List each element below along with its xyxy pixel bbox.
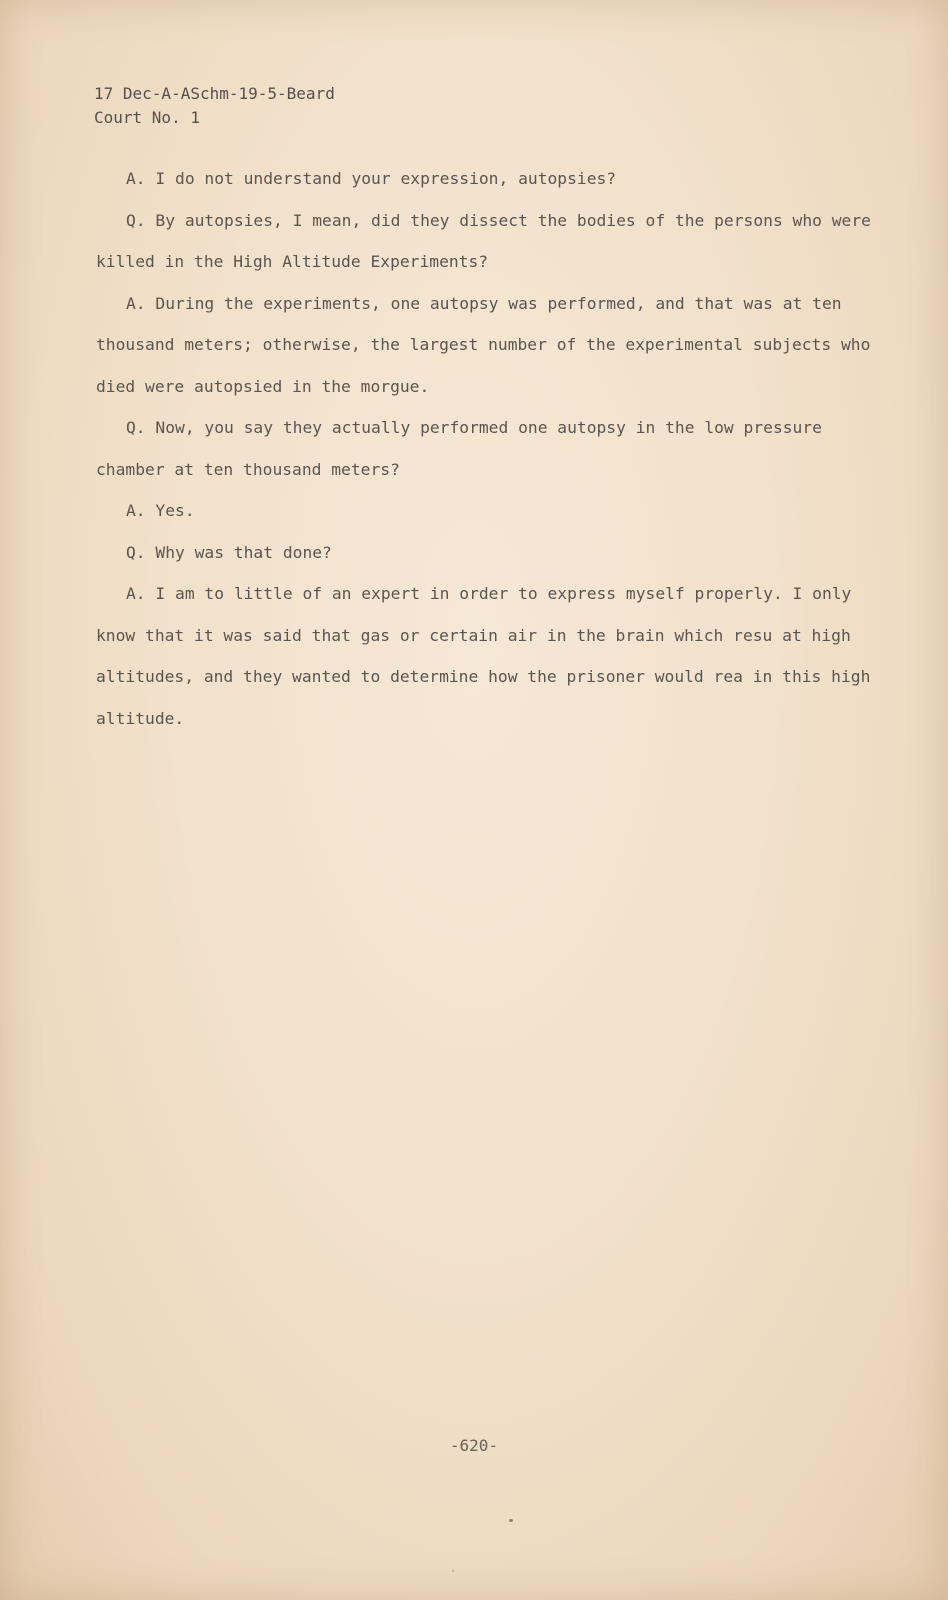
paper-speck — [509, 1519, 513, 1522]
paper-speck — [452, 1570, 454, 1572]
transcript-paragraph: A. Yes. — [126, 501, 195, 520]
document-header — [94, 82, 335, 130]
transcript-paragraph: Q. Now, you say they actually performed one autopsy in the low pressure chamber at ten thousand meters? — [96, 418, 832, 479]
transcript-paragraph: Q. By autopsies, I mean, did they dissect the bodies of the persons who were killed in the High Altitude Experiments? — [96, 210, 881, 271]
transcript-paragraph: A. I do not understand your expression, autopsies? — [126, 169, 617, 188]
page-number: -620- — [449, 1436, 499, 1455]
header-reference: 17 Dec-A-ASchm-19-5-Beard — [94, 84, 335, 103]
transcript-paragraph: Q. Why was that done? — [126, 542, 332, 562]
transcript-paragraph: A. During the experiments, one autopsy was performed, and that was at ten thousand meters; otherwise, the largest number of the experimental subjects who died were autopsied in the morgue. — [96, 293, 881, 396]
header-court: Court No. 1 — [94, 108, 200, 127]
transcript-paragraph: A. I am to little of an expert in order to express myself properly. I only know that it was said that gas or certain air in the brain which resu at high altitudes, and they wanted to determine how the prisoner would rea in this high altitude. — [96, 584, 881, 728]
transcript-body — [96, 158, 886, 739]
